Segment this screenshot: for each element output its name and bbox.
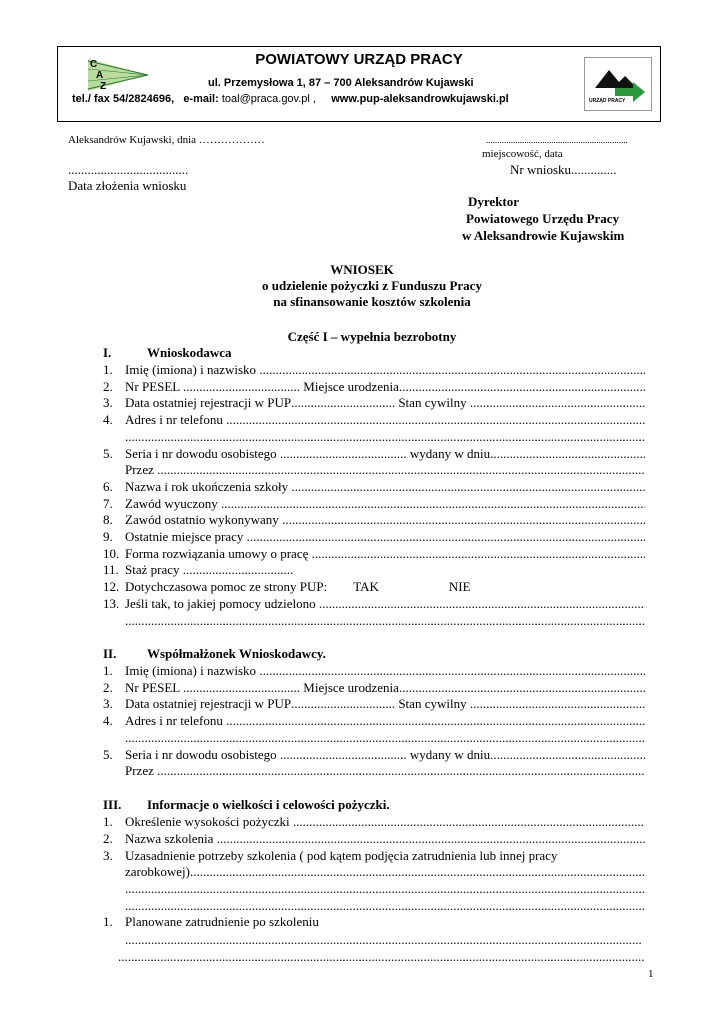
field-label: Adres i nr telefonu xyxy=(125,713,227,729)
field-label: Nazwa i rok ukończenia szkoły xyxy=(125,478,292,494)
form-field-row[interactable] xyxy=(103,395,645,411)
field-number: 13. xyxy=(103,595,120,611)
form-field-row[interactable] xyxy=(103,412,645,428)
field-dots[interactable] xyxy=(118,949,645,965)
form-subtitle-2: na sfinansowanie kosztów szkolenia xyxy=(273,294,471,309)
page-number: 1 xyxy=(648,968,654,980)
form-field-row[interactable] xyxy=(103,496,645,512)
field-dots[interactable] xyxy=(125,881,645,897)
field-label-2: Miejsce urodzenia xyxy=(303,679,399,695)
training-name-field[interactable] xyxy=(103,831,645,847)
section-2-title: Współmałżonek Wnioskodawcy. xyxy=(147,646,326,661)
field-dots[interactable] xyxy=(319,596,645,612)
office-address: ul. Przemysłowa 1, 87 – 700 Aleksandrów Kujawski xyxy=(208,77,474,89)
justification-line-1 xyxy=(103,848,645,864)
field-dots[interactable] xyxy=(259,362,645,378)
field-dots[interactable] xyxy=(399,379,645,395)
form-field-row[interactable] xyxy=(103,379,645,395)
form-field-row[interactable] xyxy=(103,613,645,629)
field-dots[interactable]: ....................................... xyxy=(279,746,410,762)
field-label: Planowane zatrudnienie po szkoleniu xyxy=(125,914,319,929)
section-1-heading xyxy=(103,345,232,361)
form-field-row[interactable] xyxy=(103,429,645,445)
field-number: 1. xyxy=(103,663,113,678)
field-label: Dotychczasowa pomoc ze strony PUP: xyxy=(125,579,328,595)
field-dots[interactable] xyxy=(259,663,645,679)
planned-employment-label xyxy=(103,914,645,930)
field-number: 1. xyxy=(103,914,113,929)
field-label: Nr PESEL xyxy=(125,378,184,394)
form-subtitle-1: o udzielenie pożyczki z Funduszu Pracy xyxy=(262,278,482,293)
form-field-row[interactable] xyxy=(103,529,645,545)
field-dots[interactable] xyxy=(312,546,645,562)
field-number: 6. xyxy=(103,478,113,494)
field-dots[interactable] xyxy=(291,479,645,495)
form-field-row[interactable] xyxy=(103,512,645,528)
option-yes[interactable]: TAK xyxy=(353,579,379,595)
field-dots[interactable]: .................................. xyxy=(182,562,294,578)
form-field-row[interactable] xyxy=(103,462,645,478)
form-field-row[interactable] xyxy=(103,579,645,595)
field-dots[interactable] xyxy=(125,613,645,629)
field-number: 1. xyxy=(103,814,113,829)
field-number: 3. xyxy=(103,395,113,411)
addressee-title: Dyrektor xyxy=(468,194,520,209)
field-number: 2. xyxy=(103,679,113,695)
request-number: Nr wniosku.............. xyxy=(510,162,617,177)
option-no[interactable]: NIE xyxy=(448,579,471,595)
form-field-row[interactable] xyxy=(103,713,645,729)
submission-date-dots: ..................................... xyxy=(68,162,189,177)
section-2-heading xyxy=(103,646,326,662)
office-contact xyxy=(72,93,509,105)
form-field-row[interactable] xyxy=(103,596,645,612)
field-label: Ostatnie miejsce pracy xyxy=(125,529,247,544)
office-name: POWIATOWY URZĄD PRACY xyxy=(255,51,463,68)
form-field-row[interactable] xyxy=(103,730,645,746)
section-3-heading xyxy=(103,797,390,813)
field-dots[interactable] xyxy=(221,496,645,512)
section-3-number: III. xyxy=(103,797,122,812)
addressee-office: Powiatowego Urzędu Pracy xyxy=(466,211,620,226)
field-dots[interactable]: ................................ xyxy=(291,696,399,712)
justification-blank-2[interactable] xyxy=(103,898,645,914)
field-label-2: Miejsce urodzenia xyxy=(303,378,399,394)
form-field-row[interactable] xyxy=(103,763,645,779)
form-title: WNIOSEK xyxy=(330,262,394,277)
form-field-row[interactable] xyxy=(103,747,645,763)
website-link[interactable]: www.pup-aleksandrowkujawski.pl xyxy=(331,93,509,105)
field-dots[interactable] xyxy=(247,529,645,545)
field-label: Uzasadnienie potrzeby szkolenia ( pod kątem podjęcia zatrudnienia lub innej pracy xyxy=(125,848,558,863)
place-date-caption: miejscowość, data xyxy=(482,148,563,160)
section-2-number: II. xyxy=(103,646,117,661)
pup-logo-text: URZĄD PRACY xyxy=(589,98,626,104)
svg-text:C: C xyxy=(90,59,98,70)
planned-employment-blank-2[interactable] xyxy=(118,949,645,965)
field-dots[interactable] xyxy=(125,932,641,948)
field-label: Staż pracy xyxy=(125,562,183,578)
place-date-dots: ............................................................... xyxy=(486,135,628,145)
field-dots[interactable] xyxy=(217,831,645,847)
field-dots[interactable] xyxy=(125,429,645,445)
field-number: 7. xyxy=(103,495,113,511)
submission-date-caption: Data złożenia wniosku xyxy=(68,178,187,193)
form-field-row[interactable] xyxy=(103,680,645,696)
email-label: e-mail: xyxy=(183,93,219,105)
field-dots[interactable] xyxy=(125,898,645,914)
letterhead xyxy=(57,46,661,122)
field-label: Seria i nr dowodu osobistego xyxy=(125,746,280,762)
form-field-row[interactable] xyxy=(103,362,645,378)
field-dots[interactable] xyxy=(470,696,645,712)
field-label: Przez xyxy=(125,462,158,478)
field-label: Imię (imiona) i nazwisko xyxy=(125,663,260,678)
field-label: Data ostatniej rejestracji w PUP xyxy=(125,696,292,712)
field-number: 5. xyxy=(103,445,113,461)
field-dots[interactable] xyxy=(490,747,645,763)
field-number: 4. xyxy=(103,713,113,729)
form-field-row[interactable] xyxy=(103,479,645,495)
field-number: 3. xyxy=(103,696,113,712)
section-1-number: I. xyxy=(103,345,112,360)
field-dots[interactable]: .................................... xyxy=(183,378,304,394)
field-label: Określenie wysokości pożyczki xyxy=(125,814,293,829)
field-number: 1. xyxy=(103,362,113,377)
justification-blank-1[interactable] xyxy=(103,881,645,897)
field-number: 3. xyxy=(103,848,113,863)
section-1-title: Wnioskodawca xyxy=(147,345,232,360)
field-dots[interactable]: ................................ xyxy=(291,395,399,411)
field-label-2: wydany w dniu xyxy=(409,445,491,461)
field-number: 12. xyxy=(103,579,120,595)
field-label-2: Stan cywilny xyxy=(398,395,470,411)
addressee-city: w Aleksandrowie Kujawskim xyxy=(462,228,625,243)
form-field-row[interactable] xyxy=(103,446,645,462)
form-field-row[interactable] xyxy=(103,663,645,679)
loan-amount-field[interactable] xyxy=(103,814,645,830)
field-label: Zawód ostatnio wykonywany xyxy=(125,512,283,528)
field-number: 9. xyxy=(103,529,113,544)
form-field-row[interactable] xyxy=(103,562,645,578)
field-number: 2. xyxy=(103,378,113,394)
field-label: Forma rozwiązania umowy o pracę xyxy=(125,545,312,561)
field-label: Zawód wyuczony xyxy=(125,495,222,511)
section-3-title: Informacje o wielkości i celowości pożyczki. xyxy=(147,797,390,812)
field-number: 10. xyxy=(103,545,120,561)
field-dots[interactable] xyxy=(226,713,645,729)
form-part-heading: Część I – wypełnia bezrobotny xyxy=(287,329,457,344)
field-dots[interactable] xyxy=(490,446,645,462)
field-number: 5. xyxy=(103,746,113,762)
field-label: Przez xyxy=(125,763,158,779)
form-field-row[interactable] xyxy=(103,546,645,562)
field-dots[interactable] xyxy=(125,730,645,746)
field-dots[interactable] xyxy=(470,395,645,411)
field-label: zarobkowej) xyxy=(125,864,190,879)
field-dots[interactable] xyxy=(399,680,645,696)
field-label-2: wydany w dniu xyxy=(409,746,491,762)
field-label: Nazwa szkolenia xyxy=(125,831,217,846)
field-dots[interactable] xyxy=(282,512,645,528)
field-dots[interactable] xyxy=(157,763,645,779)
form-field-row[interactable] xyxy=(103,696,645,712)
field-label: Nr PESEL xyxy=(125,679,184,695)
field-label-2: Stan cywilny xyxy=(398,696,470,712)
field-dots[interactable] xyxy=(226,412,645,428)
field-dots[interactable] xyxy=(157,462,645,478)
svg-text:Z: Z xyxy=(100,81,107,92)
field-number: 8. xyxy=(103,512,113,528)
planned-employment-blank-1[interactable] xyxy=(103,932,641,948)
phone-fax: tel./ fax 54/2824696, xyxy=(72,93,175,105)
field-dots[interactable]: .................................... xyxy=(183,679,304,695)
field-label: Adres i nr telefonu xyxy=(125,412,227,428)
field-label: Seria i nr dowodu osobistego xyxy=(125,445,280,461)
field-dots[interactable]: ....................................... xyxy=(279,445,410,461)
email-address[interactable]: toal@praca.gov.pl , xyxy=(221,93,316,105)
justification-line-2[interactable] xyxy=(103,864,645,880)
pup-logo xyxy=(584,57,652,111)
field-number: 2. xyxy=(103,831,113,846)
field-dots[interactable] xyxy=(293,814,645,830)
field-number: 4. xyxy=(103,412,113,428)
field-label: Jeśli tak, to jakiej pomocy udzielono xyxy=(125,595,319,611)
field-label: Data ostatniej rejestracji w PUP xyxy=(125,395,292,411)
field-label: Imię (imiona) i nazwisko xyxy=(125,362,260,377)
place-date-line: Aleksandrów Kujawski, dnia ……………… xyxy=(68,134,265,146)
field-number: 11. xyxy=(103,562,119,578)
svg-text:A: A xyxy=(96,70,104,81)
field-dots[interactable] xyxy=(190,864,645,880)
